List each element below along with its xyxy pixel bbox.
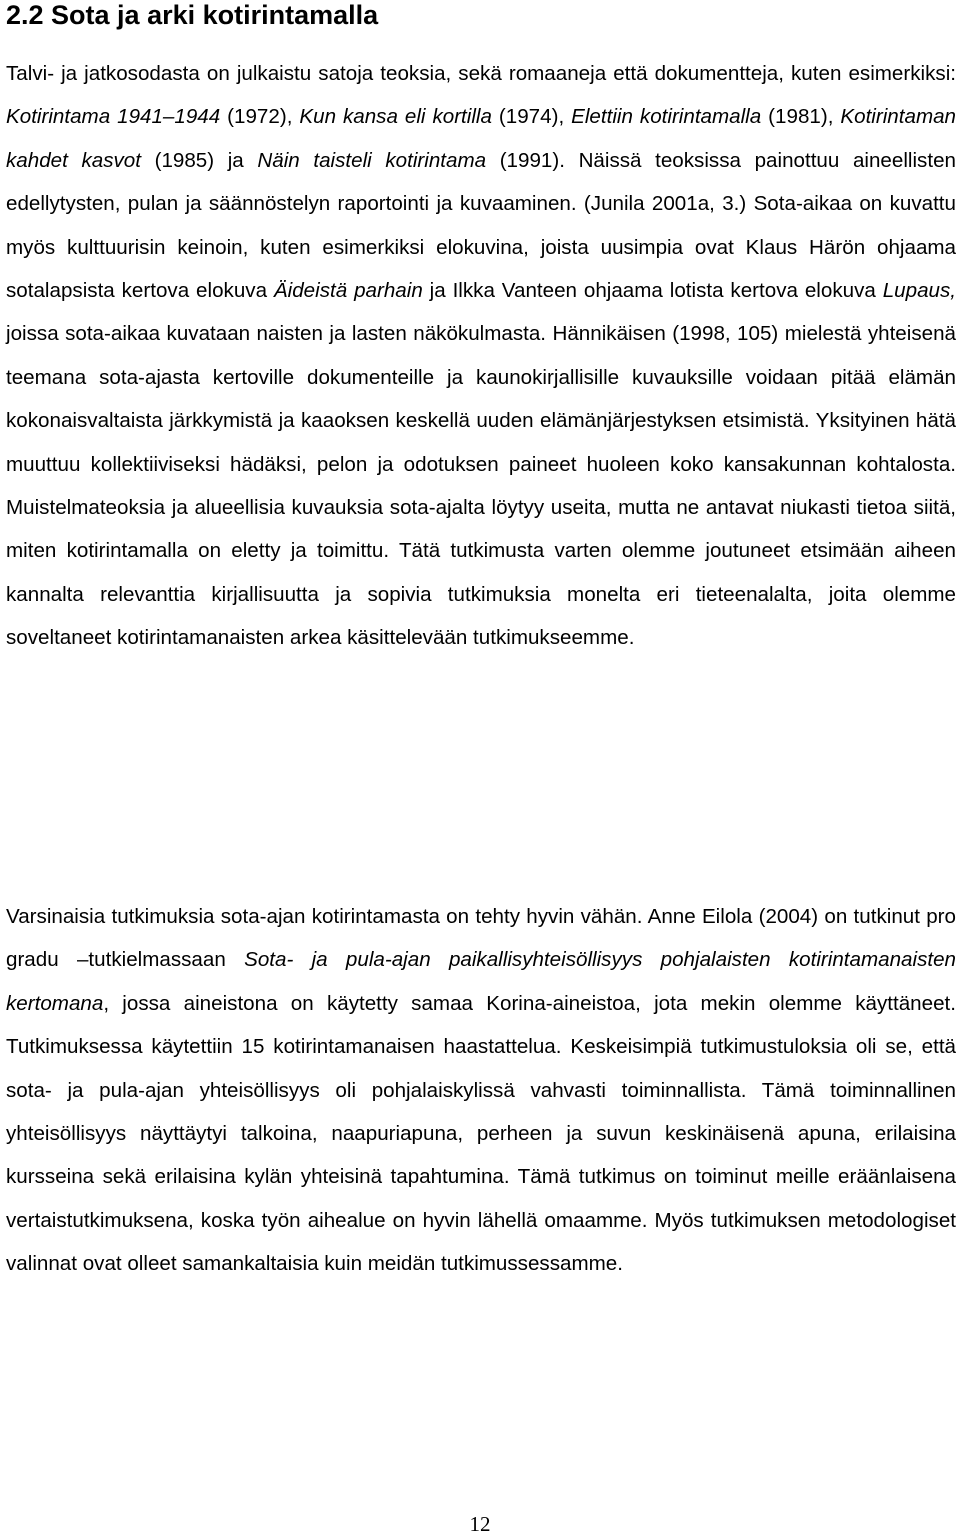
p1-title-lupaus: Lupaus,: [882, 279, 957, 303]
p1-title-kotirintama: Kotirintama 1941–1944: [6, 105, 221, 129]
p1-title-kahdet-kasvot: Kotirintaman kahdet kasvot: [6, 105, 956, 172]
p2-title-thesis: Sota- ja pula-ajan paikallisyhteisöllisyys pohjalaisten kotirintamanaisten kertomana: [6, 948, 956, 1015]
section-title: 2.2 Sota ja arki kotirintamalla: [6, 0, 379, 30]
p1-title-kun-kansa: Kun kansa eli kortilla: [299, 105, 492, 129]
p1-text-d: (1981),: [761, 105, 841, 129]
p2-text-a: Varsinaisia tutkimuksia sota-ajan kotirintamasta on tehty hyvin vähän. Anne Eilola (2004) on tutkinut pro gradu –tutkielmassaan: [6, 905, 956, 972]
p1-text-e: (1985) ja: [140, 148, 258, 172]
p1-text-f: (1991). Näissä teoksissa painottuu aineellisten edellytysten, pulan ja säännöstelyn raportointi ja kuvaaminen. (Junila 2001a, 3.) Sota-aikaa on kuvattu myös kulttuurisin keinoin, kuten esimerkiksi elokuvina, joista uusimpia ovat Klaus Härön ohjaama sotalapsista kertova elokuva: [6, 148, 956, 303]
p1-text-c: (1974),: [491, 105, 572, 129]
page-number: 12: [469, 1512, 491, 1536]
p1-title-aideista-parhain: Äideistä parhain: [273, 279, 423, 303]
p1-title-elettiin: Elettiin kotirintamalla: [571, 105, 762, 129]
p1-text-a: Talvi- ja jatkosodasta on julkaistu satoja teoksia, sekä romaaneja että dokumentteja, kuten esimerkiksi:: [6, 62, 956, 85]
paragraph-research: [6, 895, 956, 1286]
paragraph-intro: [6, 52, 956, 660]
p1-text-b: (1972),: [220, 105, 300, 129]
p1-text-h: joissa sota-aikaa kuvataan naisten ja lasten näkökulmasta. Hännikäisen (1998, 105) mielestä yhteisenä teemana sota-ajasta kertoville dokumenteille ja kaunokirjallisille kuvauksille voidaan pitää elämän kokonaisvaltaista järkkymistä ja kaaoksen keskellä uuden elämänjärjestyksen etsimistä. Yksityinen hätä muuttuu kollektiiviseksi hädäksi, pelon ja odotuksen paineet huoleen koko kansakunnan kohtalosta. Muistelmateoksia ja alueellisia kuvauksia sota-ajalta löytyy useita, mutta ne antavat niukasti tietoa siitä, miten kotirintamalla on eletty ja toimittu. Tätä tutkimusta varten olemme joutuneet etsimään aiheen kannalta relevanttia kirjallisuutta ja sopivia tutkimuksia monelta eri tieteenalalta, joita olemme soveltaneet kotirintamanaisten arkea käsittelevään tutkimukseemme.: [6, 322, 956, 650]
p2-text-b: , jossa aineistona on käytetty samaa Korina-aineistoa, jota mekin olemme käyttäneet. Tutkimuksessa käytettiin 15 kotirintamanaisen haastattelua. Keskeisimpiä tutkimustuloksia oli se, että sota- ja pula-ajan yhteisöllisyys oli pohjalaiskylissä vahvasti toiminnallista. Tämä toiminnallinen yhteisöllisyys näyttäytyi talkoina, naapuriapuna, perheen ja suvun keskinäisenä apuna, erilaisina kursseina sekä erilaisina kylän yhteisinä tapahtumina. Tämä tutkimus on toiminut meille eräänlaisena vertaistutkimuksena, koska työn aihealue on hyvin lähellä omaamme. Myös tutkimuksen metodologiset valinnat ovat olleet samankaltaisia kuin meidän tutkimussessamme.: [6, 991, 956, 1276]
p1-text-g: ja Ilkka Vanteen ohjaama lotista kertova elokuva: [422, 279, 883, 303]
p1-title-nain-taisteli: Näin taisteli kotirintama: [257, 148, 487, 172]
